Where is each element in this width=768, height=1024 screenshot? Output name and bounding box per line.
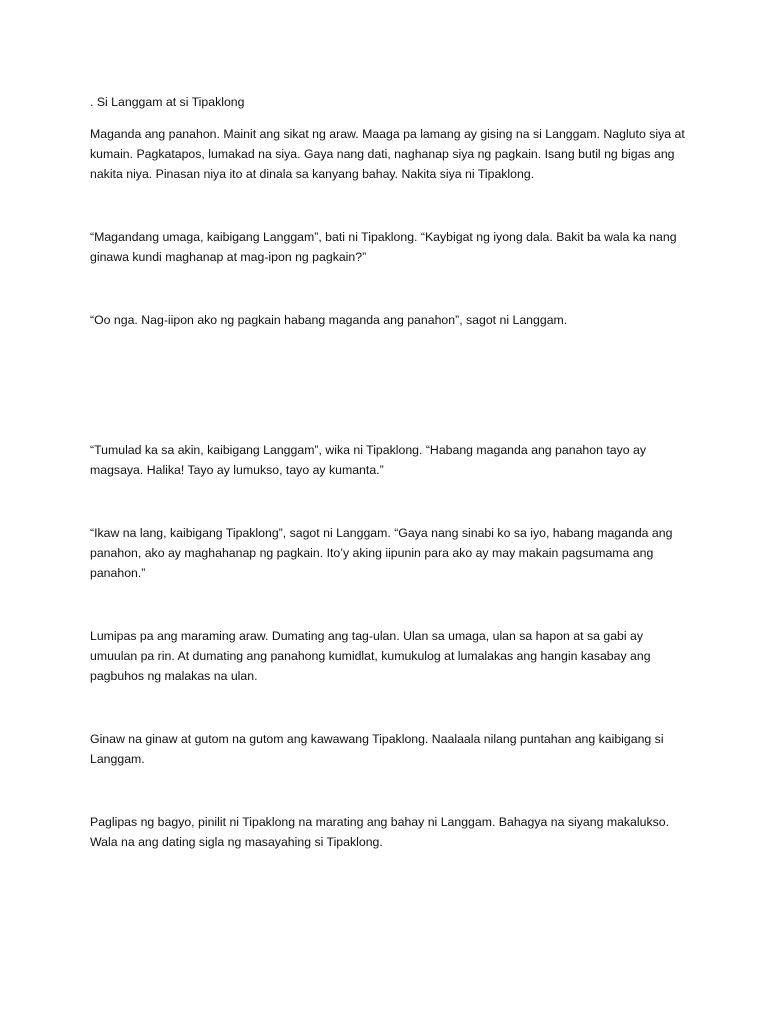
paragraph-4: “Tumulad ka sa akin, kaibigang Langgam”, wika ni Tipaklong. “Habang maganda ang panahon tayo ay magsaya. Halika! Tayo ay lumukso, tayo ay kumanta.”	[90, 443, 646, 477]
paragraph-1: Maganda ang panahon. Mainit ang sikat ng araw. Maaga pa lamang ay gising na si Langgam. Nagluto siya at kumain. Pagkatapos, lumakad na siya. Gaya nang dati, naghanap siya ng pagkain. Isang butil ng bigas ang nakita niya. Pinasan niya ito at dinala sa kanyang bahay. Nakita siya ni Tipaklong.	[90, 127, 685, 181]
story-title: . Si Langgam at si Tipaklong	[90, 95, 245, 109]
document-body	[90, 92, 690, 852]
paragraph-5: “Ikaw na lang, kaibigang Tipaklong”, sagot ni Langgam. “Gaya nang sinabi ko sa iyo, habang maganda ang panahon, ako ay maghahanap ng pagkain. Ito’y aking iipunin para ako ay may makain pagsumama ang panahon.”	[90, 526, 673, 580]
paragraph-6: Lumipas pa ang maraming araw. Dumating ang tag-ulan. Ulan sa umaga, ulan sa hapon at sa gabi ay umuulan pa rin. At dumating ang panahong kumidlat, kumukulog at lumalakas ang hangin kasabay ang pagbuhos ng malakas na ulan.	[90, 629, 651, 683]
paragraph-7: Ginaw na ginaw at gutom na gutom ang kawawang Tipaklong. Naalaala nilang puntahan ang kaibigang si Langgam.	[90, 732, 664, 766]
paragraph-2: “Magandang umaga, kaibigang Langgam”, bati ni Tipaklong. “Kaybigat ng iyong dala. Bakit ba wala ka nang ginawa kundi maghanap at mag-ipon ng pagkain?”	[90, 230, 677, 264]
paragraph-8: Paglipas ng bagyo, pinilit ni Tipaklong na marating ang bahay ni Langgam. Bahagya na siyang makalukso. Wala na ang dating sigla ng masayahing si Tipaklong.	[90, 815, 670, 849]
paragraph-3: “Oo nga. Nag-iipon ako ng pagkain habang maganda ang panahon”, sagot ni Langgam.	[90, 313, 568, 327]
